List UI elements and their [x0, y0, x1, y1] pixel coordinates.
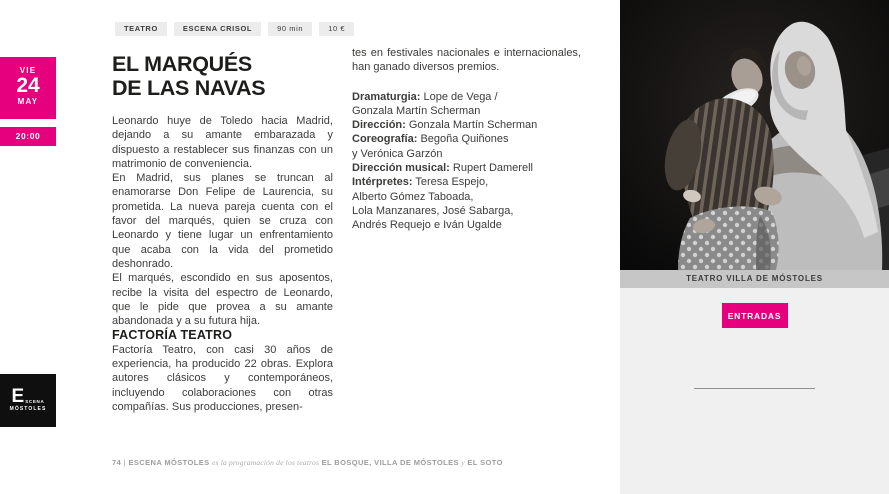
production-photo	[620, 0, 889, 270]
company-heading: FACTORÍA TEATRO	[112, 328, 233, 343]
footer-venues-1: EL BOSQUE, VILLA DE MÓSTOLES	[321, 458, 459, 467]
credit-line: Dirección musical: Rupert Damerell	[352, 162, 533, 175]
synopsis-para-1: Leonardo huye de Toledo hacia Madrid, dejando a su amante embarazada y dispuesto a restablecer sus finanzas con un matrimonio de conveniencia.	[112, 115, 333, 170]
panel-divider	[694, 388, 815, 389]
credit-line: Lola Manzanares, José Sabarga,	[352, 204, 514, 217]
show-title-line2: DE LAS NAVAS	[112, 75, 266, 100]
logo-letter-e: E	[11, 386, 25, 408]
venue-caption: TEATRO VILLA DE MÓSTOLES	[620, 270, 889, 288]
credits-column	[352, 46, 581, 233]
footer-venues-2: EL SOTO	[467, 458, 503, 467]
credit-line: Intérpretes: Teresa Espejo,	[352, 176, 489, 189]
logo-scena-text: SCENA	[25, 398, 45, 404]
footer-connector-2: y	[461, 458, 465, 467]
logo-mostoles-text: MÓSTOLES	[9, 405, 47, 412]
footer-brand: ESCENA MÓSTOLES	[128, 458, 210, 467]
footer-separator: |	[123, 458, 126, 467]
footer-connector-1: es la programación de los teatros	[211, 458, 320, 467]
tickets-button[interactable]: ENTRADAS	[722, 303, 788, 328]
credit-line: Dirección: Gonzala Martín Scherman	[352, 119, 538, 132]
date-month: MAY	[17, 97, 39, 107]
tag-program: ESCENA CRISOL	[174, 22, 261, 36]
credit-line: Dramaturgia: Lope de Vega /	[352, 90, 498, 103]
page-number: 74	[112, 458, 122, 467]
show-title	[112, 53, 265, 100]
show-title-line1: EL MARQUÉS	[112, 52, 252, 76]
date-weekday: VIE	[19, 66, 37, 75]
credit-line: Andrés Requejo e Iván Ugalde	[352, 219, 502, 232]
synopsis-column	[112, 114, 333, 414]
synopsis-para-2: En Madrid, sus planes se truncan al enamorarse Don Felipe de Laurencia, su prometida. La nueva pareja cuenta con el favor del marqués, quien se cruza con Leonardo y tiene lugar un enfrentamiento que acaba con la vida del prometido deshonrado.	[112, 172, 333, 270]
time-badge: 20:00	[0, 127, 56, 146]
credits-block	[352, 90, 581, 233]
escena-mostoles-logo	[0, 374, 56, 427]
credit-line: Gonzala Martín Scherman	[352, 104, 481, 117]
credit-line: y Verónica Garzón	[352, 147, 443, 160]
tag-genre: TEATRO	[115, 22, 167, 36]
credit-line: Alberto Gómez Taboada,	[352, 190, 474, 203]
date-badge	[0, 57, 56, 119]
company-para-continuation: tes en festivales nacionales e internacionales, han ganado diversos premios.	[352, 47, 581, 74]
synopsis-para-3: El marqués, escondido en sus aposentos, recibe la visita del espectro de Leonardo, que le pide que provea a su amante abandonada y a su futura hija.	[112, 272, 333, 328]
credit-line: Coreografía: Begoña Quiñones	[352, 133, 509, 146]
page-footer	[112, 458, 503, 467]
venue-panel	[620, 0, 889, 494]
company-para: Factoría Teatro, con casi 30 años de experiencia, ha producido 22 obras. Explora autores clásicos y contemporáneos, incluyendo colaboraciones con otras compañías. Sus producciones, presen-	[112, 343, 333, 413]
tag-price: 10 €	[319, 22, 354, 36]
tag-duration: 90 min	[268, 22, 312, 36]
date-day: 24	[16, 74, 40, 97]
tag-row	[115, 22, 354, 36]
